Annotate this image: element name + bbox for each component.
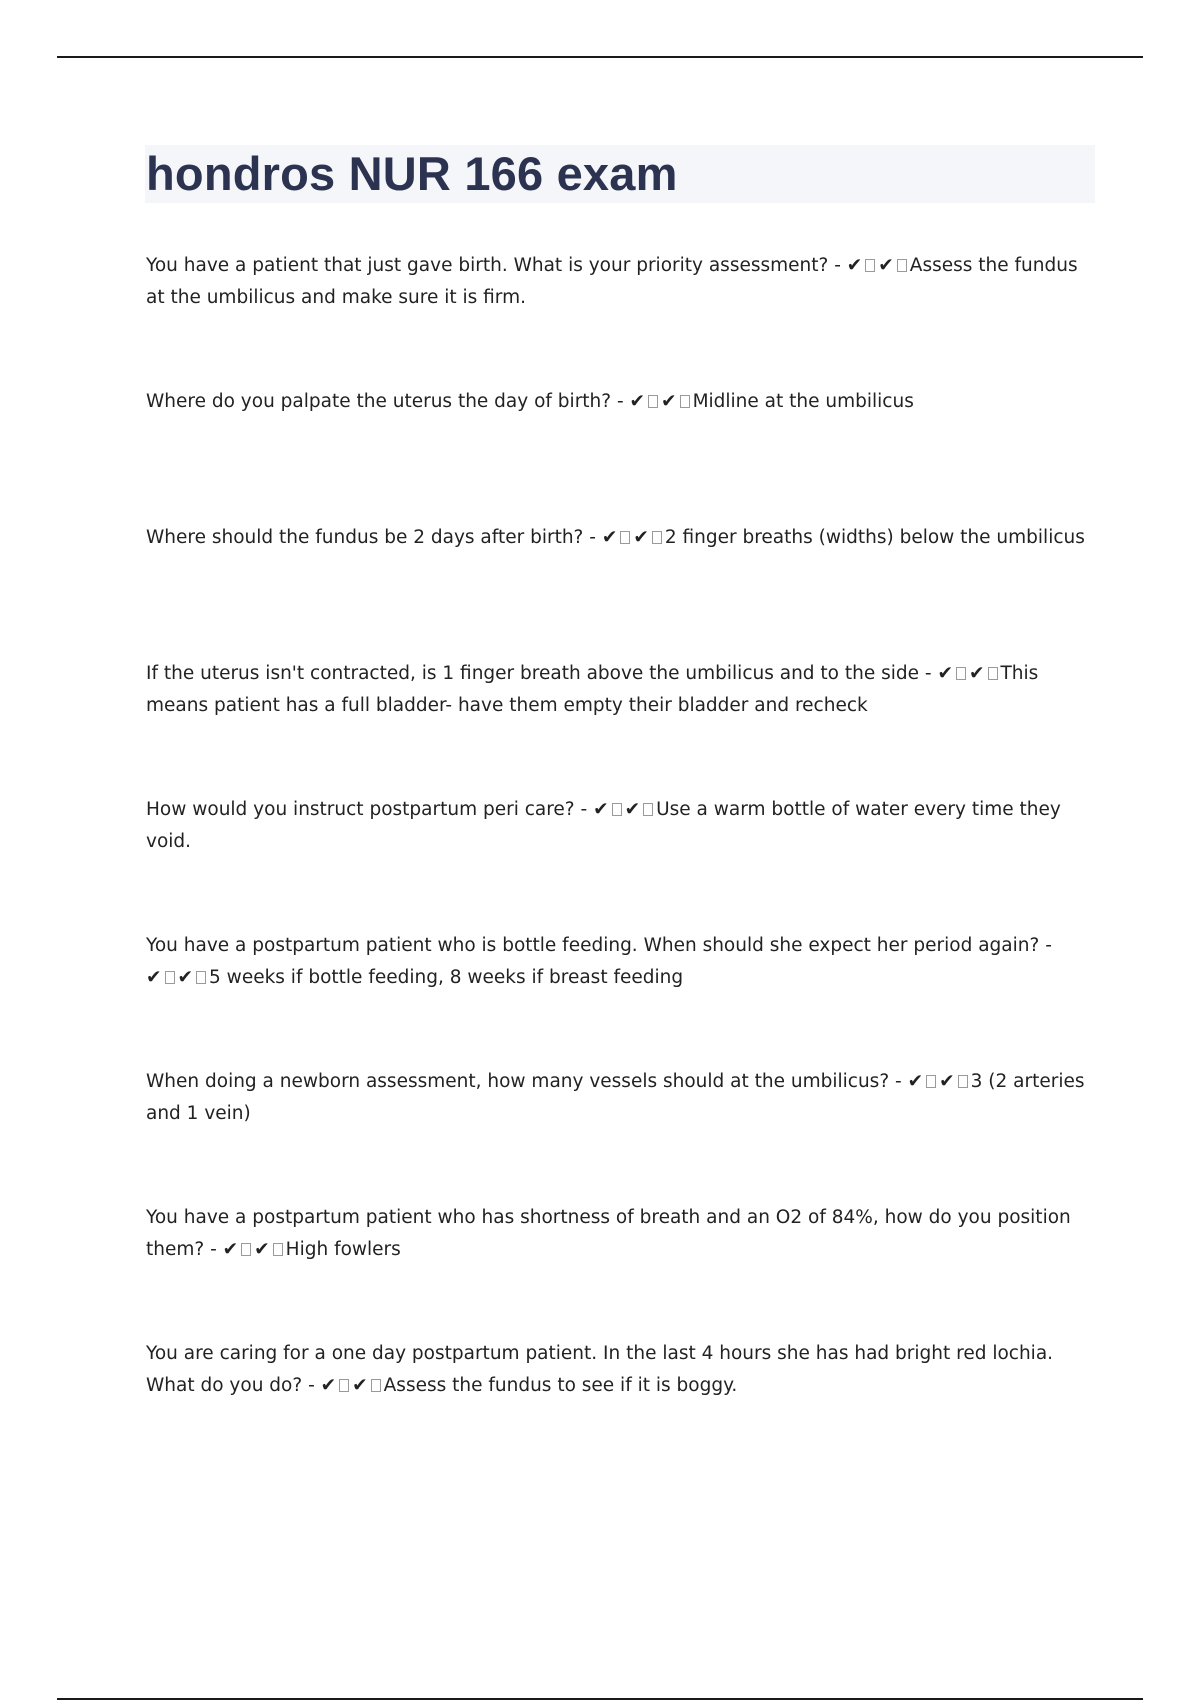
check-marks xyxy=(937,663,1000,684)
check-icon: ✔ xyxy=(878,255,894,276)
check-icon: ✔ xyxy=(254,1239,270,1260)
question-text: You are caring for a one day postpartum patient. In the last 4 hours she has had bright red lochia. What do you do? xyxy=(146,1343,1054,1396)
check-marks xyxy=(593,799,656,820)
check-icon: ✔ xyxy=(661,391,677,412)
separator: - xyxy=(828,255,847,276)
question-text: Where should the fundus be 2 days after birth? xyxy=(146,527,584,548)
answer-text: This means patient has a full bladder- have them empty their bladder and recheck xyxy=(146,663,1039,716)
question-text: Where do you palpate the uterus the day of birth? xyxy=(146,391,612,412)
check-marks xyxy=(847,255,910,276)
qa-item xyxy=(146,794,1096,858)
check-icon: ✔ xyxy=(177,967,194,988)
check-icon: ✔ xyxy=(968,663,985,684)
question-text: If the uterus isn't contracted, is 1 finger breath above the umbilicus and to the side xyxy=(146,663,920,684)
box-icon xyxy=(620,531,630,544)
qa-item xyxy=(146,1066,1096,1130)
question-text: How would you instruct postpartum peri care? xyxy=(146,799,575,820)
qa-item xyxy=(146,930,1096,994)
question-text: When doing a newborn assessment, how many vessels should at the umbilicus? xyxy=(146,1071,890,1092)
check-icon: ✔ xyxy=(633,527,649,548)
box-icon xyxy=(956,667,966,680)
answer-text: 5 weeks if bottle feeding, 8 weeks if breast feeding xyxy=(209,967,684,988)
separator: - xyxy=(574,799,594,820)
check-marks xyxy=(223,1239,286,1260)
question-text: You have a patient that just gave birth. What is your priority assessment? xyxy=(146,255,829,276)
check-icon: ✔ xyxy=(352,1375,368,1396)
top-rule xyxy=(57,56,1143,58)
answer-text: 2 finger breaths (widths) below the umbilicus xyxy=(664,527,1085,548)
qa-item xyxy=(146,1202,1096,1266)
check-icon: ✔ xyxy=(222,1239,239,1260)
box-icon xyxy=(643,803,653,816)
separator: - xyxy=(919,663,938,684)
box-icon xyxy=(371,1379,381,1392)
check-marks xyxy=(321,1375,384,1396)
check-icon: ✔ xyxy=(601,527,618,548)
check-icon: ✔ xyxy=(624,799,641,820)
check-icon: ✔ xyxy=(593,799,609,820)
box-icon xyxy=(958,1075,968,1088)
box-icon xyxy=(241,1243,251,1256)
check-icon: ✔ xyxy=(939,1071,955,1092)
separator: - xyxy=(889,1071,908,1092)
check-marks xyxy=(146,967,209,988)
box-icon xyxy=(273,1243,283,1256)
check-icon: ✔ xyxy=(846,255,863,276)
answer-text: Assess the fundus at the umbilicus and make sure it is firm. xyxy=(146,255,1078,308)
answer-text: Use a warm bottle of water every time they void. xyxy=(146,799,1061,852)
qa-item xyxy=(146,522,1096,586)
separator: - xyxy=(302,1375,321,1396)
check-marks xyxy=(602,527,665,548)
check-marks xyxy=(908,1071,971,1092)
check-icon: ✔ xyxy=(146,967,162,988)
question-text: You have a postpartum patient who is bottle feeding. When should she expect her period again? xyxy=(146,935,1040,956)
check-icon: ✔ xyxy=(629,391,646,412)
qa-item xyxy=(146,658,1096,722)
answer-text: Assess the fundus to see if it is boggy. xyxy=(383,1375,738,1396)
separator: - xyxy=(204,1239,223,1260)
box-icon xyxy=(612,803,622,816)
qa-item xyxy=(146,1338,1096,1402)
separator: - xyxy=(611,391,630,412)
answer-text: High fowlers xyxy=(285,1239,401,1260)
box-icon xyxy=(680,395,690,408)
check-icon: ✔ xyxy=(320,1375,337,1396)
separator: - xyxy=(1039,935,1052,956)
box-icon xyxy=(897,259,907,272)
qa-item xyxy=(146,386,1096,450)
box-icon xyxy=(165,971,175,984)
question-text: You have a postpartum patient who has shortness of breath and an O2 of 84%, how do you position them? xyxy=(146,1207,1071,1260)
box-icon xyxy=(865,259,875,272)
box-icon xyxy=(196,971,206,984)
answer-text: Midline at the umbilicus xyxy=(692,391,914,412)
box-icon xyxy=(652,531,662,544)
check-marks xyxy=(630,391,693,412)
answer-text: 3 (2 arteries and 1 vein) xyxy=(146,1071,1085,1124)
document-title: hondros NUR 166 exam xyxy=(146,147,678,200)
qa-list xyxy=(146,250,1096,1474)
check-icon: ✔ xyxy=(907,1071,924,1092)
box-icon xyxy=(648,395,658,408)
check-icon: ✔ xyxy=(937,663,953,684)
box-icon xyxy=(926,1075,936,1088)
box-icon xyxy=(339,1379,349,1392)
box-icon xyxy=(988,667,998,680)
qa-item xyxy=(146,250,1096,314)
separator: - xyxy=(583,527,602,548)
